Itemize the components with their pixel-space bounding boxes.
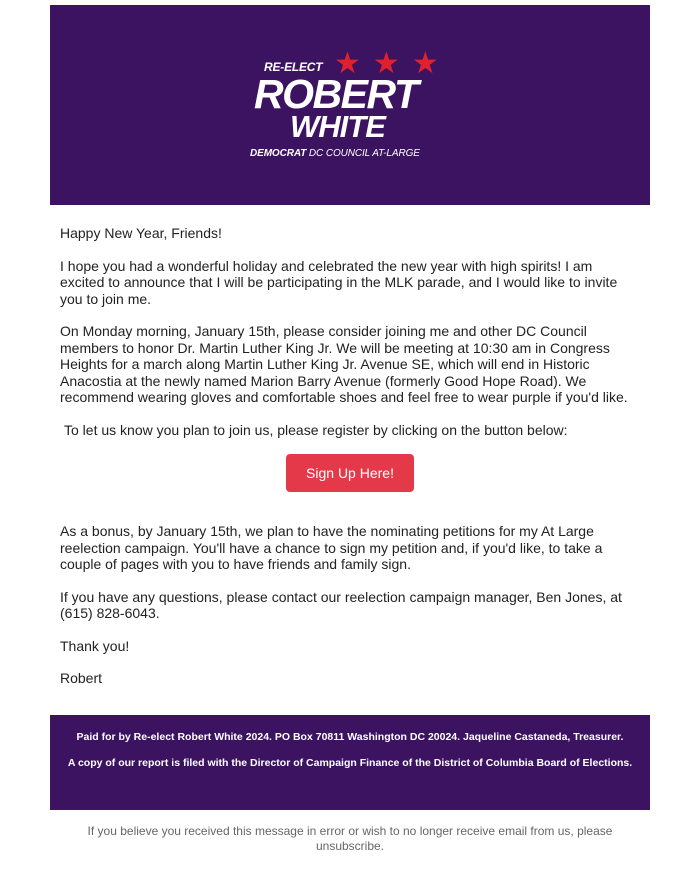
legal-footer: [50, 715, 650, 810]
unsubscribe-notice[interactable]: If you believe you received this message in error or wish to no longer receive email from us, please unsubscribe.: [87, 823, 613, 853]
logo-first-name: ROBERT: [254, 71, 418, 117]
signature: Robert: [60, 670, 103, 686]
star-icon: ★: [334, 47, 361, 80]
signup-button[interactable]: Sign Up Here!: [286, 454, 414, 492]
logo-tagline: [250, 148, 420, 159]
email-body: [50, 205, 650, 713]
contact-paragraph: If you have any questions, please contact our reelection campaign manager, Ben Jones, at (615) 828-6043.: [60, 588, 622, 621]
paid-for-disclaimer: Paid for by Re-elect Robert White 2024. PO Box 70811 Washington DC 20024. Jaqueline Castaneda, Treasurer.: [76, 730, 624, 743]
campaign-header: [50, 5, 650, 205]
intro-paragraph: I hope you had a wonderful holiday and celebrated the new year with high spirits! I am excited to announce that I will be participating in the MLK parade, and I would like to invite you to join me.: [60, 257, 618, 307]
thanks-text: Thank you!: [60, 637, 130, 654]
signup-button-row: [60, 454, 640, 492]
campaign-logo: [250, 49, 450, 169]
star-icon: ★: [411, 47, 439, 80]
report-disclaimer: A copy of our report is filed with the Director of Campaign Finance of the District of Columbia Board of Elections.: [67, 756, 633, 769]
star-icon: ★: [372, 47, 400, 80]
logo-reelect-text: RE-ELECT: [264, 60, 323, 74]
petition-paragraph: As a bonus, by January 15th, we plan to have the nominating petitions for my At Large reelection campaign. You'll have a chance to sign my petition and, if you'd like, to take a couple of pages with you to have friends and family sign.: [60, 523, 603, 572]
event-details-paragraph: On Monday morning, January 15th, please consider joining me and other DC Council members to honor Dr. Martin Luther King Jr. We will be meeting at 10:30 am in Congress Heights for a march along Martin Luther King Jr. Avenue SE, which will end in Historic Anacostia at the newly named Marion Barry Avenue (formerly Good Hope Road). We recommend wearing gloves and comfortable shoes and feel free to wear purple if you'd like.: [60, 323, 628, 405]
email-container: [50, 5, 650, 854]
register-prompt: To let us know you plan to join us, please register by clicking on the button below:: [64, 421, 568, 438]
logo-last-name: WHITE: [290, 109, 385, 144]
greeting: Happy New Year, Friends!: [60, 225, 222, 241]
logo-tagline-party: DEMOCRAT: [250, 148, 307, 159]
logo-tagline-office: DC COUNCIL AT-LARGE: [306, 148, 420, 159]
